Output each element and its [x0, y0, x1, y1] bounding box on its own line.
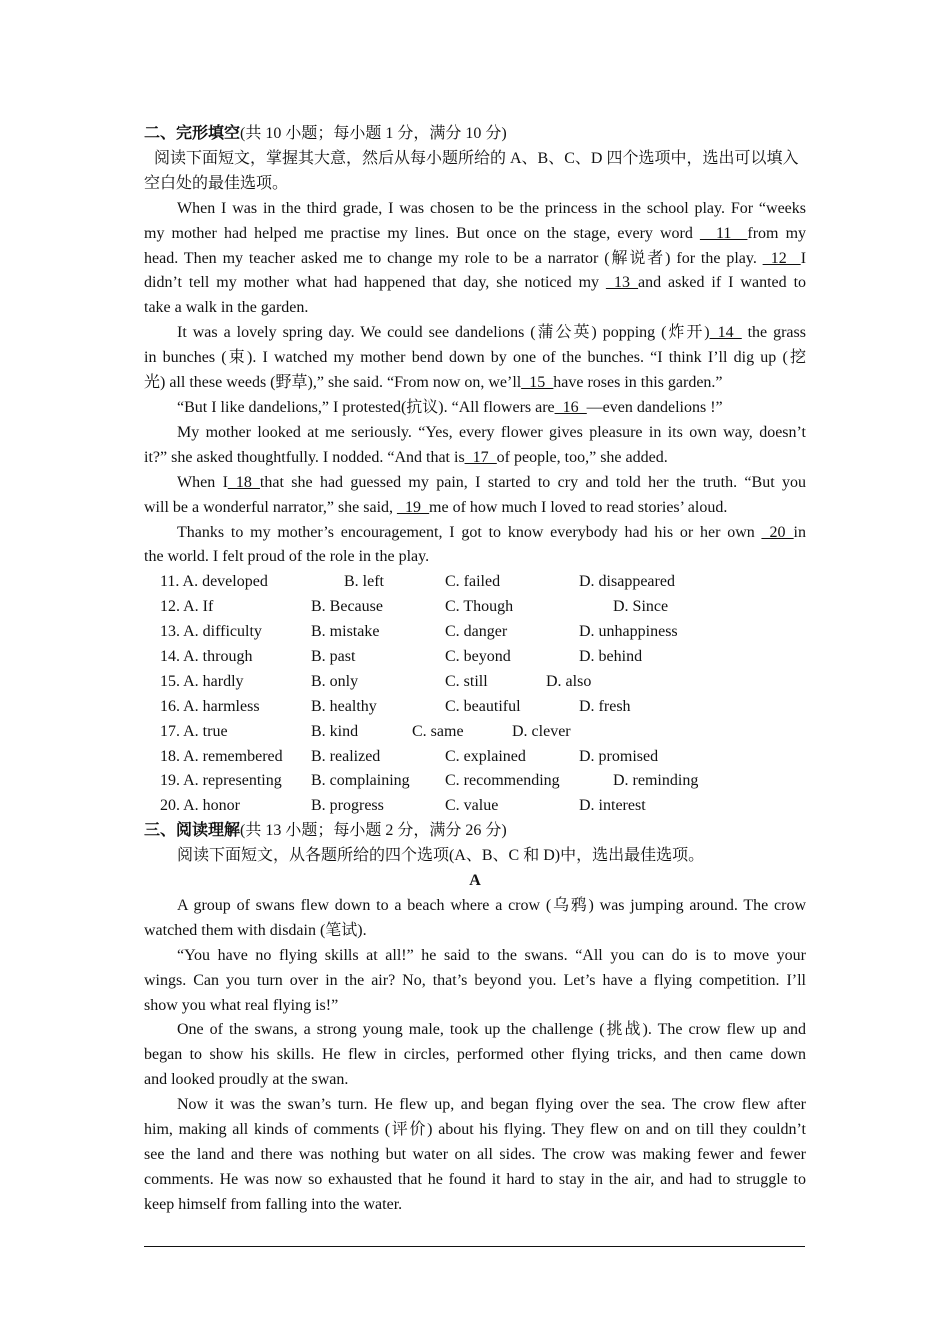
option-a: 11. A. developed	[160, 573, 268, 591]
option-row-14	[144, 645, 806, 670]
passage-a-paragraph-4-line-2: him, making all kinds of comments (评价) about his flying. They flew on and on till they couldn’t	[144, 1121, 806, 1139]
text-run: It was a lovely spring day. We could see dandelions (蒲公英) popping (炸开)	[177, 324, 710, 342]
option-d: D. fresh	[579, 697, 631, 715]
page-footer-rule	[144, 1246, 805, 1247]
option-c: C. Though	[445, 598, 514, 616]
option-c: C. beyond	[445, 647, 511, 665]
text-run: didn’t tell my mother what had happened that day, she noticed my	[144, 274, 600, 292]
option-d: D. reminding	[613, 772, 699, 790]
section-2-title-scoring: (共 10 小题；每小题 1 分，满分 10 分)	[240, 125, 507, 142]
option-row-11	[144, 570, 806, 595]
section-3-title	[144, 819, 806, 844]
cloze-paragraph-4-line-2	[144, 446, 806, 471]
option-c: C. same	[412, 722, 464, 740]
option-row-20	[144, 794, 806, 819]
option-row-16	[144, 695, 806, 720]
text-run: of people, too,” she added.	[496, 448, 668, 466]
cloze-paragraph-6-line-1	[144, 521, 806, 546]
text-run: 光) all these weeds (野草),” she said. “From now on, we’ll	[144, 374, 522, 392]
cloze-paragraph-1-line-5: take a walk in the garden.	[144, 299, 309, 317]
option-row-13	[144, 620, 806, 645]
option-d: D. Since	[613, 598, 669, 616]
option-row-19	[144, 769, 806, 794]
option-c: C. failed	[445, 573, 501, 591]
section-2-title	[144, 122, 806, 147]
section-3-instruction: 阅读下面短文，从各题所给的四个选项(A、B、C 和 D)中，选出最佳选项。	[177, 847, 705, 865]
blank-17: _17_	[464, 448, 497, 466]
option-a: 16. A. harmless	[160, 697, 260, 715]
option-row-18	[144, 745, 806, 770]
option-a: 19. A. representing	[160, 772, 282, 790]
blank-11: __11__	[699, 224, 748, 242]
passage-a-paragraph-4-line-5: keep himself from falling into the water.	[144, 1195, 403, 1213]
option-c: C. recommending	[445, 772, 560, 790]
option-a: 17. A. true	[160, 722, 228, 740]
option-b: B. only	[311, 672, 359, 690]
blank-18: _18_	[227, 473, 260, 491]
cloze-paragraph-4-line-1: My mother looked at me seriously. “Yes, every flower gives pleasure in its own way, doesn’t	[177, 423, 806, 441]
blank-14: _14_	[709, 324, 742, 342]
option-b: B. complaining	[311, 772, 410, 790]
section-3-title-scoring: (共 13 小题；每小题 2 分，满分 26 分)	[240, 822, 507, 840]
option-c: C. still	[445, 672, 488, 690]
option-a: 12. A. If	[160, 598, 214, 616]
passage-a-paragraph-3-line-1: One of the swans, a strong young male, took up the challenge (挑战). The crow flew up and	[177, 1021, 806, 1039]
section-3-title-bold: 三、阅读理解	[144, 822, 241, 840]
option-b: B. left	[344, 573, 384, 591]
blank-15: _15_	[521, 374, 554, 392]
option-b: B. mistake	[311, 623, 380, 641]
cloze-paragraph-6-line-2: the world. I felt proud of the role in the play.	[144, 548, 430, 566]
cloze-paragraph-2-line-1	[144, 321, 806, 346]
text-run: “But I like dandelions,” I protested(抗议). “All flowers are	[177, 398, 555, 416]
text-run: my mother had helped me practise my lines. But once on the stage, every word	[144, 224, 693, 242]
option-b: B. progress	[311, 797, 384, 815]
passage-a-paragraph-4-line-1: Now it was the swan’s turn. He flew up, and began flying over the sea. The crow flew after	[177, 1096, 806, 1114]
option-a: 13. A. difficulty	[160, 623, 262, 641]
blank-20: _20_	[761, 523, 794, 541]
section-2-instruction: 阅读下面短文，掌握其大意，然后从每小题所给的 A、B、C、D 四个选项中，选出可以填入	[154, 149, 799, 167]
cloze-paragraph-1-line-2	[144, 222, 806, 247]
blank-12: _12_	[762, 249, 801, 267]
blank-19: _19_	[397, 498, 430, 516]
text-run: the grass	[741, 324, 806, 342]
text-run: head. Then my teacher asked me to change my role to be a narrator (解说者) for the play.	[144, 249, 757, 267]
passage-a-paragraph-3-line-3: and looked proudly at the swan.	[144, 1071, 349, 1089]
cloze-paragraph-5-line-2	[144, 496, 806, 521]
cloze-paragraph-1-line-1: When I was in the third grade, I was chosen to be the princess in the school play. For “weeks	[177, 199, 806, 217]
text-run: Thanks to my mother’s encouragement, I got to know everybody had his or her own	[177, 523, 755, 541]
text-run: me of how much I loved to read stories’ aloud.	[429, 498, 728, 516]
blank-16: _16_	[554, 398, 587, 416]
passage-a-paragraph-2-line-1: “You have no flying skills at all!” he said to the swans. “All you can do is to move your	[177, 946, 806, 964]
passage-a-paragraph-2-line-3: show you what real flying is!”	[144, 996, 339, 1014]
option-a: 14. A. through	[160, 647, 253, 665]
cloze-paragraph-1-line-4	[144, 271, 806, 296]
cloze-paragraph-3	[144, 396, 806, 421]
text-run: it?” she asked thoughtfully. I nodded. “And that is	[144, 448, 465, 466]
text-run: from my	[747, 224, 807, 242]
option-d: D. promised	[579, 747, 659, 765]
text-run: that she had guessed my pain, I started to cry and told her the truth. “But you	[259, 473, 807, 491]
option-d: D. clever	[512, 722, 571, 740]
option-b: B. realized	[311, 747, 381, 765]
option-b: B. healthy	[311, 697, 377, 715]
option-c: C. explained	[445, 747, 526, 765]
cloze-paragraph-1-line-3	[144, 247, 806, 272]
text-run: I	[800, 249, 807, 267]
section-2-title-bold: 二、完形填空	[144, 125, 241, 142]
option-b: B. kind	[311, 722, 359, 740]
cloze-paragraph-2-line-3	[144, 371, 806, 396]
text-run: in	[793, 523, 806, 541]
cloze-paragraph-2-line-2: in bunches (束). I watched my mother bend down by one of the bunches. “I think I’ll dig up (挖	[144, 349, 806, 367]
option-b: B. Because	[311, 598, 383, 616]
option-a: 20. A. honor	[160, 797, 240, 815]
passage-a-paragraph-3-line-2: began to show his skills. He flew in circles, performed other flying tricks, and then came down	[144, 1046, 806, 1064]
passage-a-paragraph-4-line-3: see the land and there was nothing but water on all sides. The crow was making fewer and fewer	[144, 1146, 806, 1163]
passage-a-paragraph-1-line-1: A group of swans flew down to a beach where a crow (乌鸦) was jumping around. The crow	[177, 896, 806, 914]
option-row-15	[144, 670, 806, 695]
option-d: D. behind	[579, 647, 643, 665]
option-c: C. danger	[445, 623, 508, 641]
option-a: 15. A. hardly	[160, 672, 244, 690]
option-a: 18. A. remembered	[160, 747, 283, 765]
exam-page	[144, 122, 806, 1218]
text-run: will be a wonderful narrator,” she said,	[144, 498, 394, 516]
text-run: When I	[177, 473, 228, 491]
option-c: C. beautiful	[445, 697, 521, 715]
option-d: D. interest	[579, 797, 646, 815]
section-2-instruction-cont: 空白处的最佳选项。	[144, 174, 289, 192]
option-row-12	[144, 595, 806, 620]
option-b: B. past	[311, 647, 356, 665]
text-run: —even dandelions !”	[586, 398, 723, 416]
blank-13: _13_	[605, 274, 638, 292]
option-row-17	[144, 720, 806, 745]
passage-a-paragraph-2-line-2: wings. Can you turn over in the air? No, that’s beyond you. Let’s have a flying competition. I’ll	[144, 971, 806, 989]
option-d: D. unhappiness	[579, 623, 678, 641]
text-run: and asked if I wanted to	[637, 274, 807, 292]
passage-a-paragraph-4-line-4: comments. He was now so exhausted that he found it hard to stay in the air, and had to struggle to	[144, 1170, 806, 1188]
option-d: D. also	[546, 672, 592, 690]
passage-heading: A	[469, 872, 481, 890]
text-run: have roses in this garden.”	[553, 374, 723, 392]
passage-a-paragraph-1-line-2: watched them with disdain (笔试).	[144, 921, 367, 939]
option-d: D. disappeared	[579, 573, 675, 591]
cloze-paragraph-5-line-1	[144, 471, 806, 496]
option-c: C. value	[445, 797, 499, 815]
